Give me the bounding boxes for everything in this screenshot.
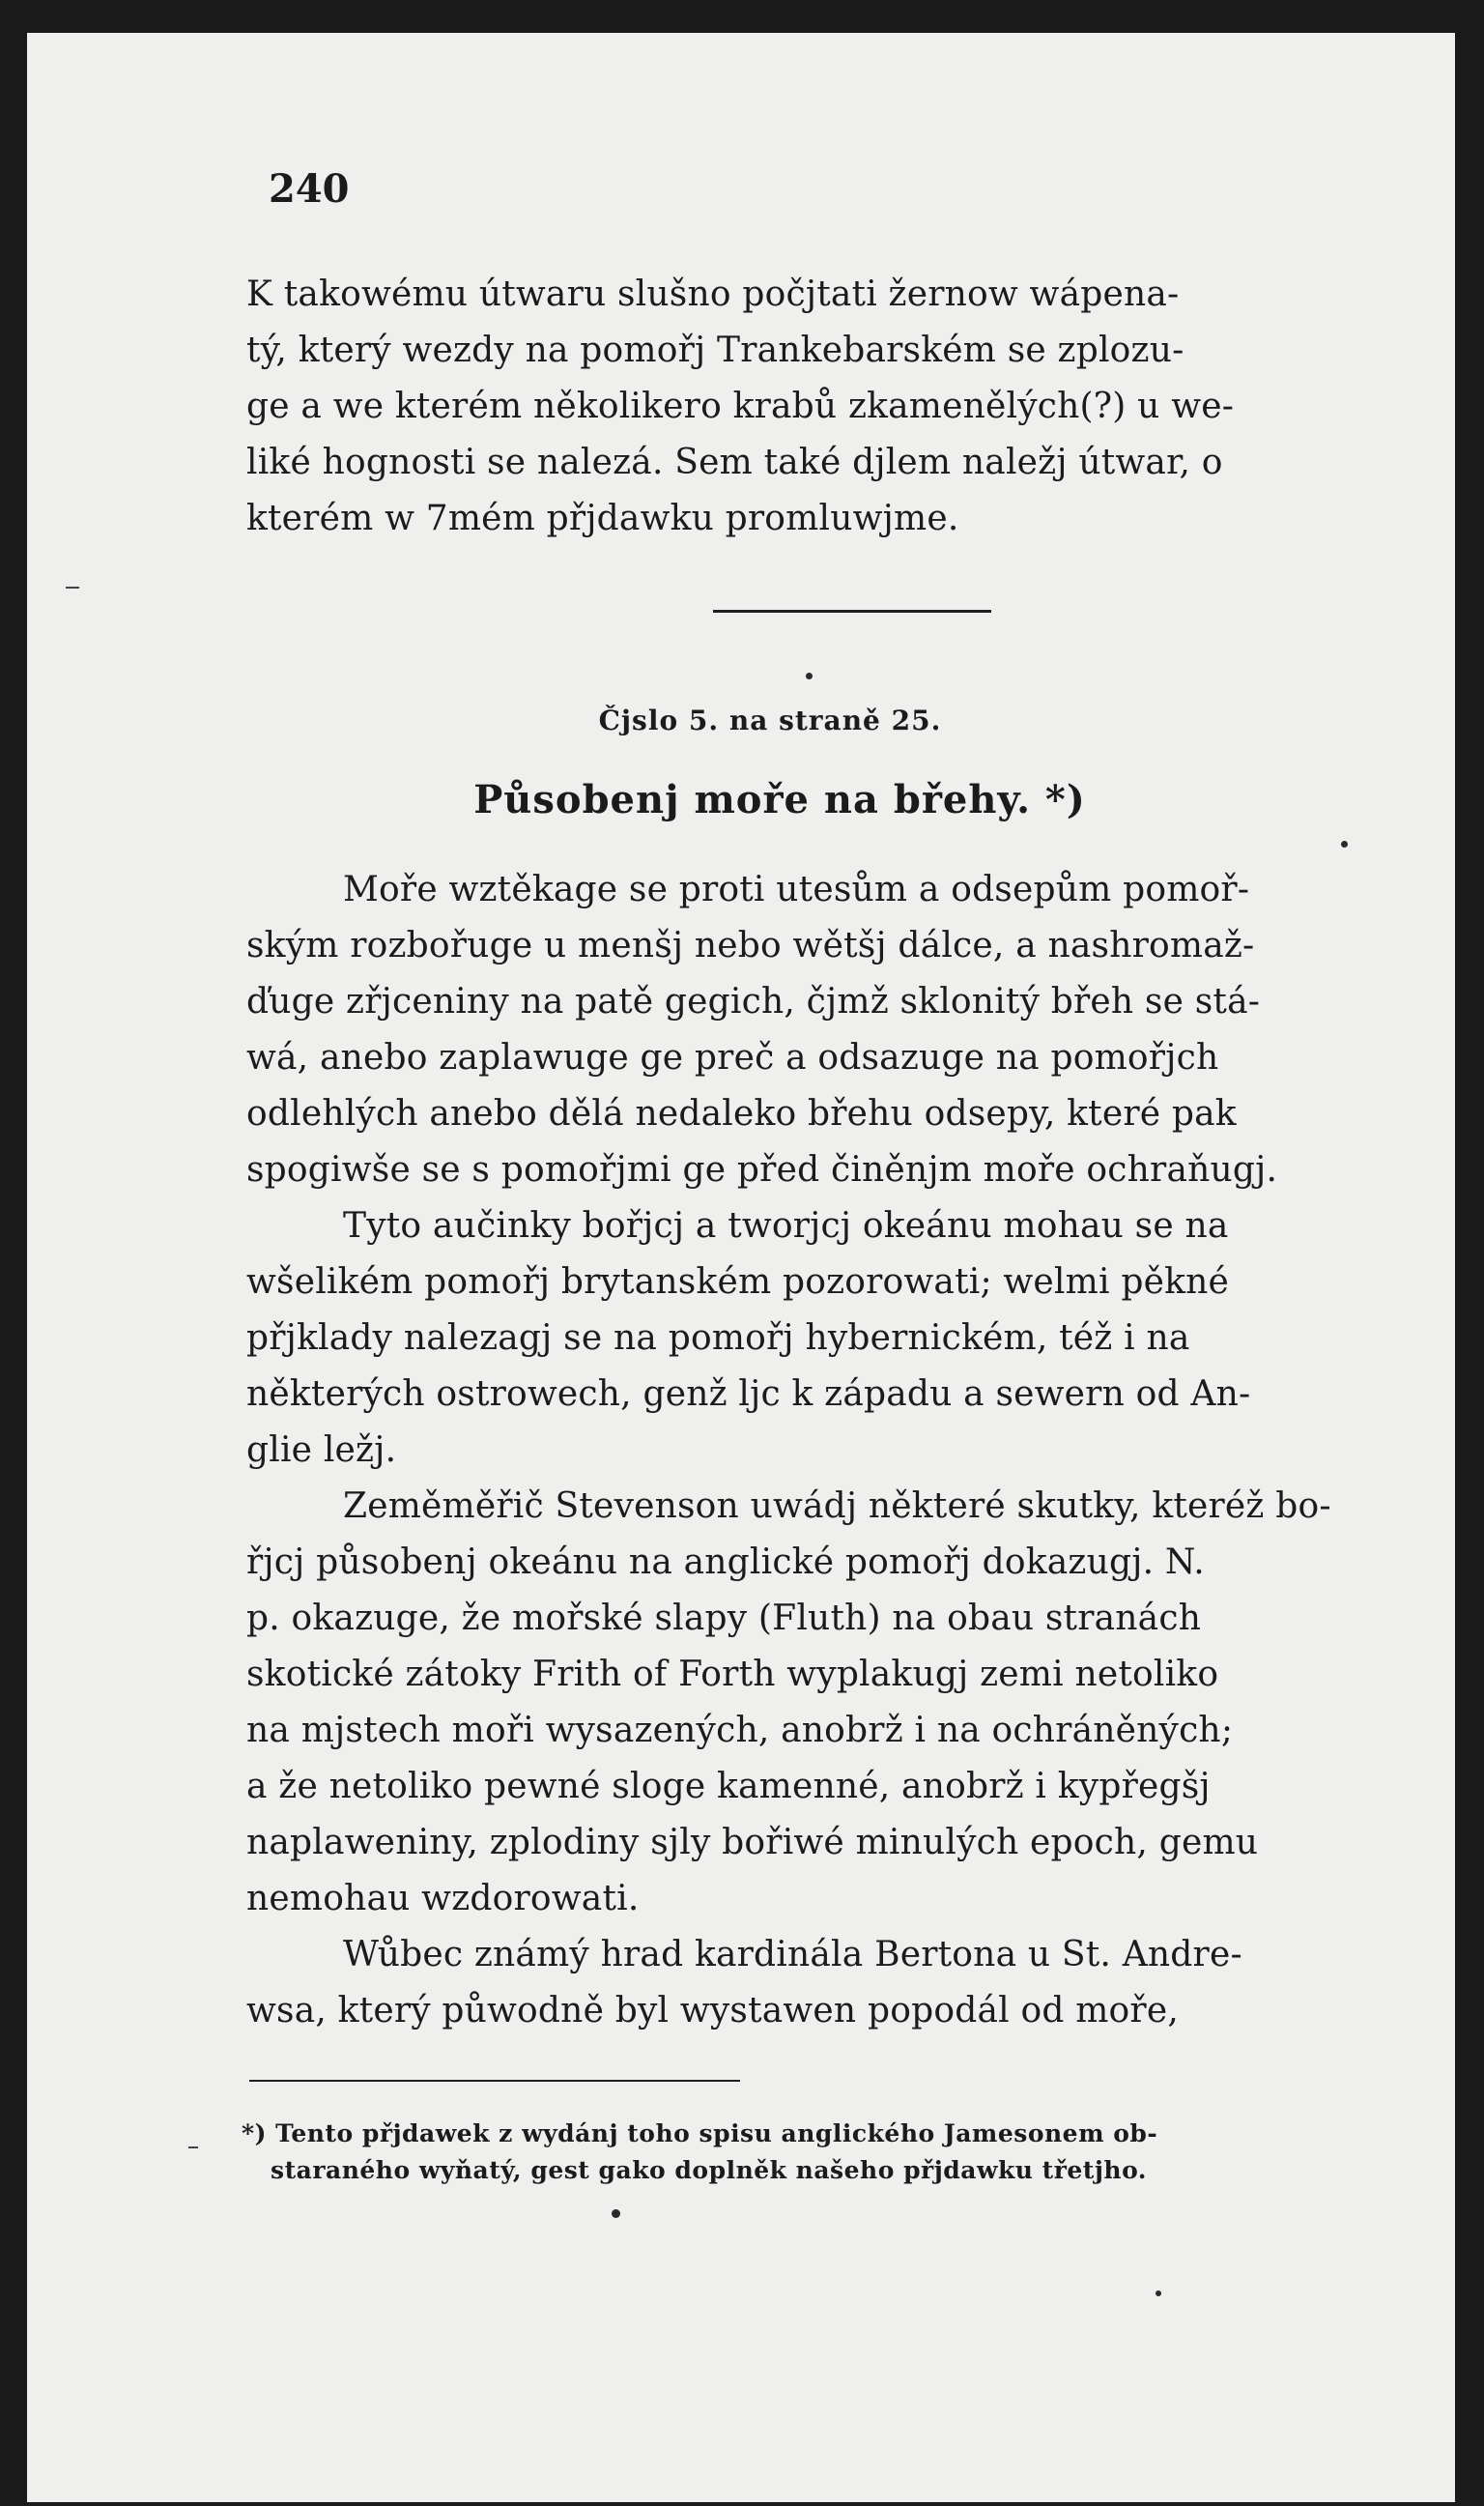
text-line: Wůbec známý hrad kardinála Bertona u St. Andre- <box>343 1935 1242 1974</box>
text-line: naplaweniny, zplodiny sjly bořiwé minulých epoch, gemu <box>246 1823 1259 1862</box>
paragraph-top <box>246 267 1435 547</box>
margin-mark <box>66 587 79 589</box>
text-line: nemohau wzdorowati. <box>246 1879 640 1918</box>
print-speck <box>1156 2290 1161 2296</box>
text-line: některých ostrowech, genž ljc k západu a sewern od An- <box>246 1374 1251 1414</box>
text-line: wá, anebo zaplawuge ge preč a odsazuge na pomořjch <box>246 1038 1219 1078</box>
print-speck <box>1341 841 1348 848</box>
text-line: odlehlých anebo dělá nedaleko břehu odsepy, které pak <box>246 1094 1237 1134</box>
text-line: ďuge zřjceniny na patě gegich, čjmž sklonitý břeh se stá- <box>246 982 1261 1022</box>
paragraph-body <box>246 862 1435 2039</box>
footnote <box>242 2116 1440 2189</box>
footnote-line: staraného wyňatý, gest gako doplněk našeho přjdawku třetjho. <box>271 2156 1148 2184</box>
text-line: spogiwše se s pomořjmi ge před činěnjm moře ochraňugj. <box>246 1150 1278 1190</box>
text-line: K takowému útwaru slušno počjtati žernow wápena- <box>246 274 1180 314</box>
book-page <box>27 33 1455 2502</box>
footnote-divider <box>249 2080 740 2082</box>
footnote-line: *) Tento přjdawek z wydánj toho spisu anglického Jamesonem ob- <box>242 2119 1158 2147</box>
text-line: Zeměměřič Stevenson uwádj některé skutky, kteréž bo- <box>343 1486 1331 1526</box>
margin-mark <box>188 2146 198 2148</box>
text-line: ge a we kterém několikero krabů zkamenělých(?) u we- <box>246 387 1235 426</box>
note-reference: Čjslo 5. na straně 25. <box>598 705 942 736</box>
text-line: kterém w 7mém přjdawku promluwjme. <box>246 499 959 538</box>
text-line: wšelikém pomořj brytanském pozorowati; welmi pěkné <box>246 1262 1229 1302</box>
text-line: wsa, který půwodně byl wystawen popodál od moře, <box>246 1991 1179 2031</box>
text-line: liké hognosti se nalezá. Sem také djlem naležj útwar, o <box>246 443 1223 482</box>
text-line: Tyto aučinky bořjcj a tworjcj okeánu mohau se na <box>343 1206 1229 1246</box>
text-line: glie ležj. <box>246 1430 397 1470</box>
text-line: a že netoliko pewné sloge kamenné, anobrž i kypřegšj <box>246 1767 1211 1806</box>
text-line: Moře wztěkage se proti utesům a odsepům pomoř- <box>343 870 1250 909</box>
text-line: skotické zátoky Frith of Forth wyplakugj zemi netoliko <box>246 1655 1219 1694</box>
page-number: 240 <box>269 166 350 212</box>
text-line: ským rozbořuge u menšj nebo wětšj dálce, a nashromaž- <box>246 926 1255 965</box>
print-speck <box>612 2209 620 2218</box>
text-line: přjklady nalezagj se na pomořj hybernickém, též i na <box>246 1318 1190 1358</box>
text-line: tý, který wezdy na pomořj Trankebarském se zplozu- <box>246 331 1184 370</box>
text-line: p. okazuge, že mořské slapy (Fluth) na obau stranách <box>246 1599 1202 1638</box>
text-line: řjcj působenj okeánu na anglické pomořj dokazugj. N. <box>246 1542 1205 1582</box>
text-line: na mjstech moři wysazených, anobrž i na ochráněných; <box>246 1711 1234 1750</box>
print-speck <box>806 673 813 679</box>
section-divider <box>713 610 991 613</box>
section-heading: Působenj moře na břehy. *) <box>473 777 1086 822</box>
